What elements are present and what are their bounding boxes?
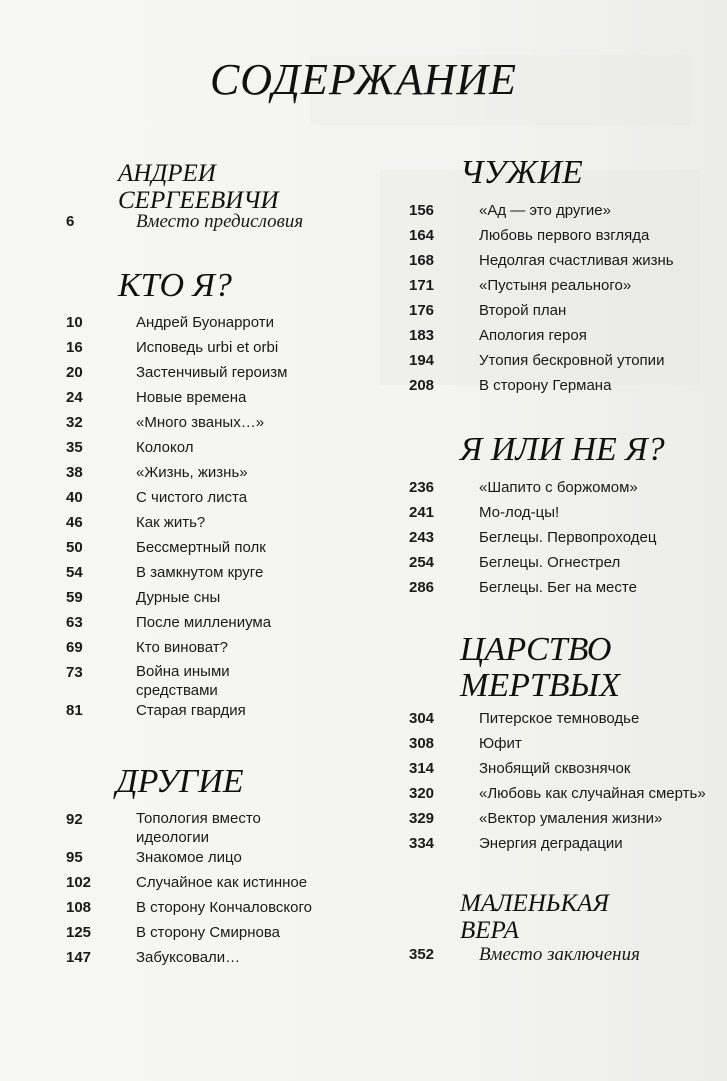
toc-entry[interactable] (0, 337, 287, 362)
toc-entry[interactable] (409, 552, 656, 577)
page-number: 20 (66, 364, 83, 381)
section-entries-kto-ya (0, 312, 287, 725)
entry-title: Знобящий сквознячок (479, 760, 631, 777)
entry-title: Юфит (479, 735, 522, 752)
entry-title: Дурные сны (136, 589, 221, 606)
toc-entry[interactable] (409, 808, 706, 833)
entry-title: Андрей Буонарроти (136, 314, 275, 331)
heading-line: МАЛЕНЬКАЯ (460, 890, 609, 917)
entry-title-line: средствами (136, 682, 218, 699)
toc-entry[interactable] (0, 922, 312, 947)
toc-entry[interactable] (0, 387, 287, 412)
entry-title: После миллениума (136, 614, 272, 631)
page-number: 208 (409, 377, 435, 394)
entry-title: Застенчивый героизм (136, 364, 288, 381)
toc-entry[interactable] (0, 437, 287, 462)
section-entries-tsarstvo-mertvykh (409, 708, 706, 858)
entry-title: В замкнутом круге (136, 564, 264, 581)
entry-title: В сторону Кончаловского (136, 899, 312, 916)
page-number: 308 (409, 735, 435, 752)
page-number: 38 (66, 464, 83, 481)
entry-title: Случайное как истинное (136, 874, 308, 891)
page-number: 352 (409, 946, 435, 963)
toc-entry[interactable] (409, 300, 674, 325)
entry-title: Кто виноват? (136, 639, 228, 656)
entry-title: Бессмертный полк (136, 539, 266, 556)
entry-title: «Любовь как случайная смерть» (479, 785, 706, 802)
heading-line: СЕРГЕЕВИЧИ (118, 187, 279, 214)
page-number: 147 (66, 949, 92, 966)
toc-entry[interactable] (409, 833, 706, 858)
intro-heading (118, 160, 279, 214)
toc-entry[interactable] (0, 512, 287, 537)
heading-line: ЦАРСТВО (460, 631, 612, 668)
toc-entry[interactable] (0, 897, 312, 922)
section-heading-ya-ili-ne-ya: Я ИЛИ НЕ Я? (460, 431, 665, 468)
toc-entry[interactable] (0, 662, 287, 700)
page-number: 69 (66, 639, 83, 656)
section-entries-chuzhie (409, 200, 674, 400)
entry-title: Беглецы. Огнестрел (479, 554, 621, 571)
entry-title: Питерское темноводье (479, 710, 640, 727)
page-number: 183 (409, 327, 435, 344)
entry-title-line: идеологии (136, 829, 209, 846)
toc-entry[interactable] (409, 733, 706, 758)
outro-entries (409, 944, 640, 969)
entry-title: Старая гвардия (136, 702, 246, 719)
page-number: 63 (66, 614, 83, 631)
toc-entry[interactable] (0, 537, 287, 562)
page-number: 334 (409, 835, 435, 852)
page-number: 314 (409, 760, 435, 777)
toc-entry[interactable] (409, 250, 674, 275)
page-number: 54 (66, 564, 83, 581)
page-number: 194 (409, 352, 435, 369)
entry-title: «Вектор умаления жизни» (479, 810, 663, 827)
toc-entry[interactable] (409, 225, 674, 250)
page-number: 164 (409, 227, 435, 244)
entry-title: Вместо заключения (479, 944, 640, 965)
toc-entry[interactable] (409, 477, 656, 502)
toc-entry[interactable] (409, 944, 640, 969)
toc-entry[interactable] (0, 362, 287, 387)
entry-title: «Ад — это другие» (479, 202, 611, 219)
entry-title: В сторону Германа (479, 377, 612, 394)
toc-entry[interactable] (0, 700, 287, 725)
entry-title: Любовь первого взгляда (479, 227, 650, 244)
toc-entry[interactable] (409, 783, 706, 808)
toc-entry[interactable] (409, 275, 674, 300)
toc-entry[interactable] (409, 200, 674, 225)
page-number: 171 (409, 277, 435, 294)
toc-entry[interactable] (0, 211, 303, 236)
entry-title: «Шапито с боржомом» (479, 479, 638, 496)
toc-entry[interactable] (0, 872, 312, 897)
page-number: 92 (66, 811, 83, 828)
entry-title: Как жить? (136, 514, 206, 531)
entry-title: Мо-лод-цы! (479, 504, 560, 521)
page-number: 95 (66, 849, 83, 866)
toc-entry[interactable] (409, 708, 706, 733)
page-number: 236 (409, 479, 435, 496)
page-number: 16 (66, 339, 83, 356)
toc-entry[interactable] (409, 577, 656, 602)
entry-title: «Много званых…» (136, 414, 265, 431)
page-number: 241 (409, 504, 435, 521)
toc-entry[interactable] (0, 809, 312, 847)
section-heading-kto-ya: КТО Я? (118, 267, 232, 304)
section-heading-tsarstvo-mertvykh (460, 632, 620, 704)
section-entries-drugie (0, 809, 312, 972)
entry-title: «Жизнь, жизнь» (136, 464, 248, 481)
toc-entry[interactable] (0, 847, 312, 872)
toc-entry[interactable] (409, 325, 674, 350)
entry-title: Второй план (479, 302, 567, 319)
entry-title: Знакомое лицо (136, 849, 242, 866)
intro-entries (0, 211, 303, 236)
toc-entry[interactable] (409, 375, 674, 400)
entry-title: Энергия деградации (479, 835, 623, 852)
entry-title: Новые времена (136, 389, 247, 406)
entry-title-line: Топология вместо (136, 810, 261, 827)
page-number: 81 (66, 702, 83, 719)
page-title: СОДЕРЖАНИЕ (209, 55, 518, 104)
toc-entry[interactable] (0, 487, 287, 512)
entry-title: Беглецы. Первопроходец (479, 529, 657, 546)
toc-entry[interactable] (0, 587, 287, 612)
page-number: 46 (66, 514, 83, 531)
page-number: 168 (409, 252, 435, 269)
entry-title (136, 809, 261, 847)
entry-title: Утопия бескровной утопии (479, 352, 665, 369)
toc-entry[interactable] (0, 612, 287, 637)
section-entries-ya-ili-ne-ya (409, 477, 656, 602)
entry-title: Апология героя (479, 327, 587, 344)
page-number: 286 (409, 579, 435, 596)
page-number: 108 (66, 899, 92, 916)
page-number: 59 (66, 589, 83, 606)
page-number: 243 (409, 529, 435, 546)
heading-line: МЕРТВЫХ (460, 667, 620, 704)
toc-entry[interactable] (0, 462, 287, 487)
page-number: 40 (66, 489, 83, 506)
toc-entry[interactable] (0, 412, 287, 437)
page-number: 50 (66, 539, 83, 556)
toc-entry[interactable] (0, 637, 287, 662)
entry-title: Забуксовали… (136, 949, 241, 966)
page-number: 329 (409, 810, 435, 827)
toc-entry[interactable] (0, 312, 287, 337)
toc-entry[interactable] (409, 758, 706, 783)
toc-entry[interactable] (409, 527, 656, 552)
entry-title: В сторону Смирнова (136, 924, 280, 941)
page-number: 24 (66, 389, 83, 406)
toc-entry[interactable] (0, 947, 312, 972)
page-number: 32 (66, 414, 83, 431)
entry-title: Колокол (136, 439, 194, 456)
page-number: 320 (409, 785, 435, 802)
entry-title: «Пустыня реального» (479, 277, 632, 294)
page-number: 176 (409, 302, 435, 319)
page-number: 73 (66, 664, 83, 681)
section-heading-chuzhie: ЧУЖИЕ (460, 154, 583, 191)
page-number: 156 (409, 202, 435, 219)
entry-title-line: Война иными (136, 663, 230, 680)
outro-heading (460, 890, 609, 944)
toc-entry[interactable] (409, 350, 674, 375)
toc-entry[interactable] (0, 562, 287, 587)
heading-line: АНДРЕИ (118, 160, 216, 187)
entry-title: Беглецы. Бег на месте (479, 579, 637, 596)
entry-title (136, 662, 230, 700)
section-heading-drugie: ДРУГИЕ (116, 763, 244, 800)
page-number: 304 (409, 710, 435, 727)
page-number: 10 (66, 314, 83, 331)
entry-title: Вместо предисловия (136, 211, 304, 232)
page-number: 6 (66, 213, 75, 230)
page-number: 125 (66, 924, 92, 941)
heading-line: ВЕРА (460, 917, 519, 944)
page-number: 102 (66, 874, 92, 891)
entry-title: С чистого листа (136, 489, 248, 506)
page-number: 35 (66, 439, 83, 456)
entry-title: Исповедь urbi et orbi (136, 339, 279, 356)
toc-entry[interactable] (409, 502, 656, 527)
page-number: 254 (409, 554, 435, 571)
entry-title: Недолгая счастливая жизнь (479, 252, 674, 269)
